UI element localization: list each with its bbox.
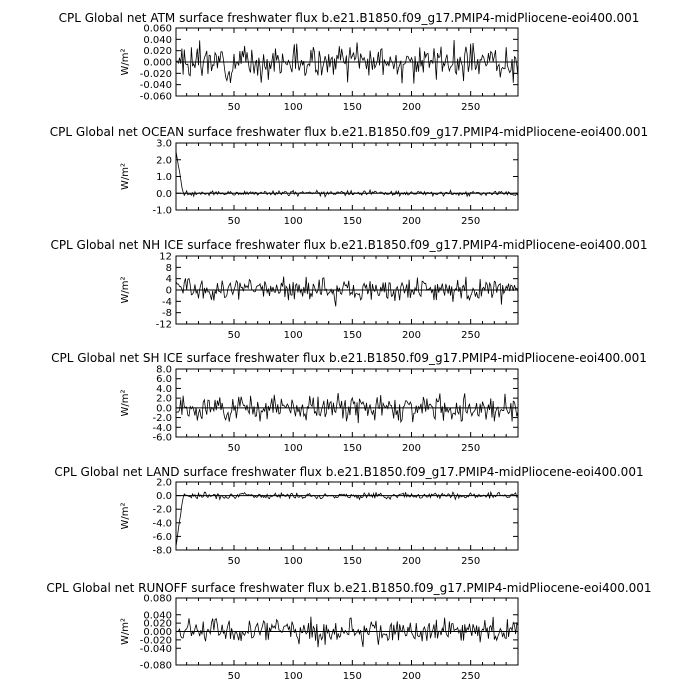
y-tick-label: 0.080	[143, 593, 172, 605]
y-tick-label: 8.0	[156, 364, 172, 376]
y-tick-label: 4	[165, 274, 172, 286]
x-tick-label: 100	[283, 102, 303, 113]
y-tick-label: 8	[165, 262, 172, 274]
panel-6	[46, 581, 651, 682]
series-line	[176, 151, 518, 196]
y-tick-label: 3.0	[156, 138, 172, 150]
panel-3	[50, 238, 647, 341]
y-tick-label: 0.0	[156, 403, 172, 415]
x-tick-label: 250	[461, 443, 481, 454]
panel-title: CPL Global net LAND surface freshwater flux b.e21.B1850.f09_g17.PMIP4-midPliocene-eoi400.001	[54, 465, 644, 479]
y-axis-label: W/m²	[120, 389, 131, 417]
y-tick-label: 0.000	[143, 57, 172, 69]
y-tick-label: 0.020	[143, 618, 172, 630]
panel-5	[54, 465, 643, 567]
y-tick-label: -12	[155, 319, 172, 331]
x-tick-label: 250	[461, 102, 481, 113]
x-tick-label: 250	[461, 671, 481, 682]
y-tick-label: -0.020	[139, 635, 172, 647]
x-tick-label: 150	[342, 216, 362, 227]
x-tick-label: 50	[227, 102, 241, 113]
y-axis-label: W/m²	[120, 617, 131, 646]
x-tick-label: 100	[283, 671, 303, 682]
series-line	[176, 492, 518, 546]
panel-title: CPL Global net NH ICE surface freshwater flux b.e21.B1850.f09_g17.PMIP4-midPliocene-eoi400.001	[50, 238, 648, 252]
y-tick-label: 0.020	[143, 46, 172, 58]
plot-frame	[176, 482, 518, 550]
y-tick-label: 2.0	[156, 477, 172, 489]
x-tick-label: 200	[401, 330, 422, 341]
x-tick-label: 100	[283, 216, 303, 227]
y-tick-label: -1.0	[152, 205, 172, 217]
y-tick-label: 0.0	[156, 188, 172, 200]
y-tick-label: -0.040	[139, 80, 172, 92]
x-tick-label: 50	[227, 216, 241, 227]
y-tick-label: -2.0	[152, 413, 172, 425]
panel-title: CPL Global net RUNOFF surface freshwater flux b.e21.B1850.f09_g17.PMIP4-midPliocene-eoi400.001	[46, 581, 652, 595]
plot-frame	[176, 369, 518, 437]
y-tick-label: 0.060	[143, 23, 172, 35]
x-tick-label: 200	[401, 443, 422, 454]
y-tick-label: 6.0	[156, 374, 172, 386]
y-tick-label: -4.0	[152, 422, 172, 434]
y-tick-label: 0.040	[143, 610, 172, 622]
x-tick-label: 250	[461, 330, 481, 341]
y-tick-label: 2.0	[156, 155, 172, 167]
x-tick-label: 150	[342, 556, 362, 567]
y-tick-label: -0.060	[139, 91, 172, 103]
x-tick-label: 250	[461, 556, 481, 567]
x-tick-label: 200	[401, 216, 422, 227]
x-tick-label: 100	[283, 443, 303, 454]
x-tick-label: 50	[227, 330, 241, 341]
x-tick-label: 50	[227, 556, 241, 567]
x-tick-label: 100	[283, 556, 303, 567]
x-tick-label: 150	[342, 671, 362, 682]
y-axis-label: W/m²	[120, 162, 131, 191]
y-tick-label: 2.0	[156, 393, 172, 405]
y-tick-label: -8.0	[152, 545, 172, 557]
y-axis-label: W/m²	[120, 276, 131, 304]
y-axis-label: W/m²	[120, 48, 131, 76]
y-tick-label: -8	[162, 308, 172, 320]
y-tick-label: 12	[159, 251, 172, 263]
panel-4	[51, 351, 647, 454]
x-tick-label: 50	[227, 671, 241, 682]
y-tick-label: -2.0	[152, 504, 172, 516]
y-tick-label: -0.040	[139, 643, 172, 655]
x-tick-label: 150	[342, 330, 362, 341]
y-tick-label: 1.0	[156, 172, 172, 183]
y-tick-label: -6.0	[152, 432, 172, 444]
y-tick-label: 0.0	[156, 491, 172, 503]
panel-title: CPL Global net OCEAN surface freshwater flux b.e21.B1850.f09_g17.PMIP4-midPliocene-eoi400.001	[49, 125, 649, 139]
y-axis-label: W/m²	[120, 502, 131, 530]
y-tick-label: -4.0	[152, 518, 172, 530]
x-tick-label: 200	[401, 556, 422, 567]
y-tick-label: 0.000	[143, 627, 172, 638]
x-tick-label: 50	[227, 443, 241, 454]
panel-title: CPL Global net ATM surface freshwater flux b.e21.B1850.f09_g17.PMIP4-midPliocene-eoi400.001	[58, 11, 640, 25]
panel-1	[59, 11, 640, 113]
series-line	[176, 277, 518, 307]
x-tick-label: 250	[461, 216, 481, 227]
y-tick-label: -0.080	[139, 660, 172, 672]
plot-frame	[176, 143, 518, 210]
x-tick-label: 150	[342, 102, 362, 113]
x-tick-label: 200	[401, 102, 422, 113]
y-tick-label: -0.020	[139, 68, 172, 80]
y-tick-label: 0.040	[143, 34, 172, 46]
x-tick-label: 200	[401, 671, 422, 682]
y-tick-label: 4.0	[156, 383, 172, 395]
panel-2	[50, 125, 648, 227]
x-tick-label: 150	[342, 443, 362, 454]
y-tick-label: 0	[165, 285, 172, 297]
y-tick-label: -4	[162, 296, 172, 308]
y-tick-label: -6.0	[152, 531, 172, 543]
x-tick-label: 100	[283, 330, 303, 341]
panel-title: CPL Global net SH ICE surface freshwater flux b.e21.B1850.f09_g17.PMIP4-midPliocene-eoi400.001	[51, 351, 647, 365]
